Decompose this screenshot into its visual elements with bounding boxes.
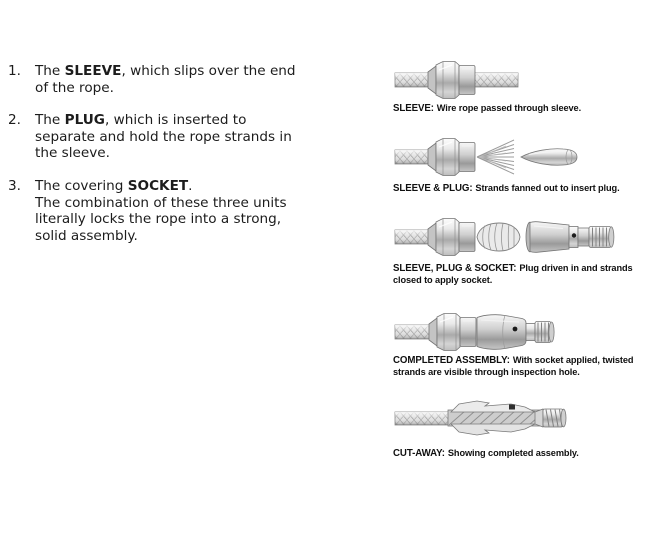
instruction-item — [8, 112, 353, 162]
figure-block-completed-assembly — [393, 310, 628, 354]
figure-caption-desc: With socket applied, twisted strands are visible through inspection hole. — [393, 355, 634, 378]
instruction-text: The PLUG, which is inserted to separate and hold the rope strands in the sleeve. — [35, 112, 292, 162]
figure-caption-desc: Strands fanned out to insert plug. — [475, 183, 620, 194]
figure-caption-desc: Showing completed assembly. — [447, 448, 579, 459]
figure-caption-label: COMPLETED ASSEMBLY: — [393, 355, 510, 366]
completed-assembly-illustration — [393, 310, 628, 354]
instruction-text: The SLEEVE, which slips over the end of the rope. — [35, 63, 296, 96]
instruction-number: 2. — [8, 112, 21, 129]
instructions-list — [8, 63, 353, 260]
sleeve-plug-socket-illustration — [393, 215, 628, 259]
cut-away-illustration — [393, 396, 628, 440]
figure-caption-label: SLEEVE & PLUG: — [393, 183, 473, 194]
sleeve-plug-illustration — [393, 135, 628, 179]
figure-caption — [393, 355, 643, 378]
figure-caption — [393, 263, 643, 286]
instruction-text: The covering SOCKET. The combination of these three units literally locks the rope into a strong, solid assembly. — [35, 177, 287, 244]
figure-block-sleeve-plug-socket — [393, 215, 628, 259]
figure-block-cut-away — [393, 396, 628, 440]
figure-caption — [393, 448, 643, 460]
figure-caption-label: SLEEVE, PLUG & SOCKET: — [393, 263, 517, 274]
figure-column — [393, 0, 643, 536]
figure-block-sleeve-plug — [393, 135, 628, 179]
figure-caption-label: SLEEVE: — [393, 103, 434, 114]
figure-block-sleeve — [393, 58, 628, 102]
figure-caption — [393, 183, 643, 195]
sleeve-illustration — [393, 58, 628, 102]
figure-caption-desc: Wire rope passed through sleeve. — [436, 103, 582, 114]
instruction-item — [8, 63, 353, 96]
instruction-number: 1. — [8, 63, 21, 79]
figure-caption-label: CUT-AWAY: — [393, 448, 445, 459]
figure-caption-desc: Plug driven in and strands closed to apply socket. — [393, 263, 633, 286]
instruction-number: 3. — [8, 177, 21, 194]
instruction-item — [8, 178, 353, 244]
figure-caption — [393, 103, 643, 115]
